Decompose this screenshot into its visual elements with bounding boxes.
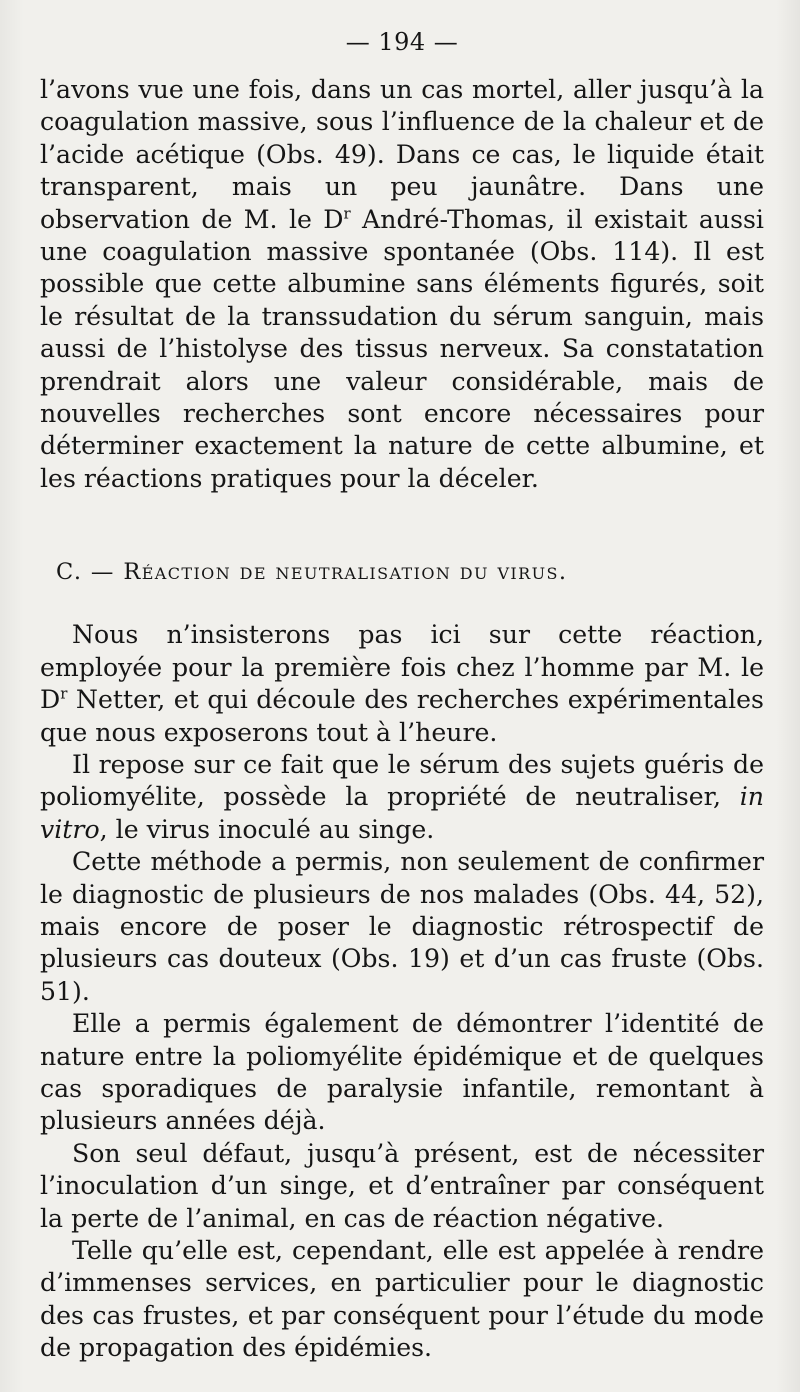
- doctor-abbrev-sup: r: [343, 204, 351, 223]
- paragraph-6: Telle qu’elle est, cependant, elle est appelée à rendre d’immenses services, en particulier pour le diagnostic des cas frustes, et par conséquent pour l’étude du mode de propagation des épidémies.: [40, 1236, 764, 1363]
- intro-paragraph: [40, 74, 764, 495]
- paragraph-3: Cette méthode a permis, non seulement de confirmer le diagnostic de plusieurs de nos malades (Obs. 44, 52), mais encore de poser le diagnostic rétrospectif de plusieurs cas douteux (Obs. 19) et d’un cas fruste (Obs. 51).: [40, 847, 764, 1006]
- paragraph-2-text: Il repose sur ce fait que le sérum des sujets guéris de poliomyélite, possède la propriété de neutraliser,: [40, 749, 764, 812]
- paragraph-1-rest: Netter, et qui découle des recherches expérimentales que nous exposerons tout à l’heure.: [40, 685, 764, 747]
- paragraph-5: Son seul défaut, jusqu’à présent, est de nécessiter l’inoculation d’un singe, et d’entraîner par conséquent la perte de l’animal, en cas de réaction négative.: [40, 1138, 764, 1233]
- section-heading-text: Réaction de neutralisation du virus.: [123, 559, 568, 586]
- paragraph-1: [40, 619, 764, 749]
- section-heading-letter: C. —: [56, 559, 124, 586]
- doctor-abbrev-sup: r: [60, 684, 68, 703]
- paragraph-2: [40, 749, 764, 846]
- paragraph-2-italic: in vitro: [40, 782, 764, 844]
- intro-paragraph-text: l’avons vue une fois, dans un cas mortel, aller jusqu’à la coagulation massive, sous l’influence de la chaleur et de l’acide acétique (Obs. 49). Dans ce cas, le liquide était transparent, mais un peu jaunâtre. Dans une observation de M. le D: [40, 75, 764, 234]
- section-heading: [40, 559, 764, 585]
- paragraph-2-rest: , le virus inoculé au singe.: [99, 814, 435, 844]
- paragraph-1-text: Nous n’insisterons pas ici sur cette réaction, employée pour la première fois chez l’homme par M. le D: [40, 620, 764, 715]
- page-number: — 194 —: [345, 28, 459, 56]
- intro-paragraph-rest: André-Thomas, il existait aussi une coagulation massive spontanée (Obs. 114). Il est possible que cette albumine sans éléments figurés, soit le résultat de la transsudation du sérum sanguin, mais aussi de l’histolyse des tissus nerveux. Sa constatation prendrait alors une valeur considérable, mais de nouvelles recherches sont encore nécessaires pour déterminer exactement la nature de cette albumine, et les réactions pratiques pour la déceler.: [40, 204, 764, 493]
- paragraph-4: Elle a permis également de démontrer l’identité de nature entre la poliomyélite épidémique et de quelques cas sporadiques de paralysie infantile, remontant à plusieurs années déjà.: [40, 1009, 764, 1136]
